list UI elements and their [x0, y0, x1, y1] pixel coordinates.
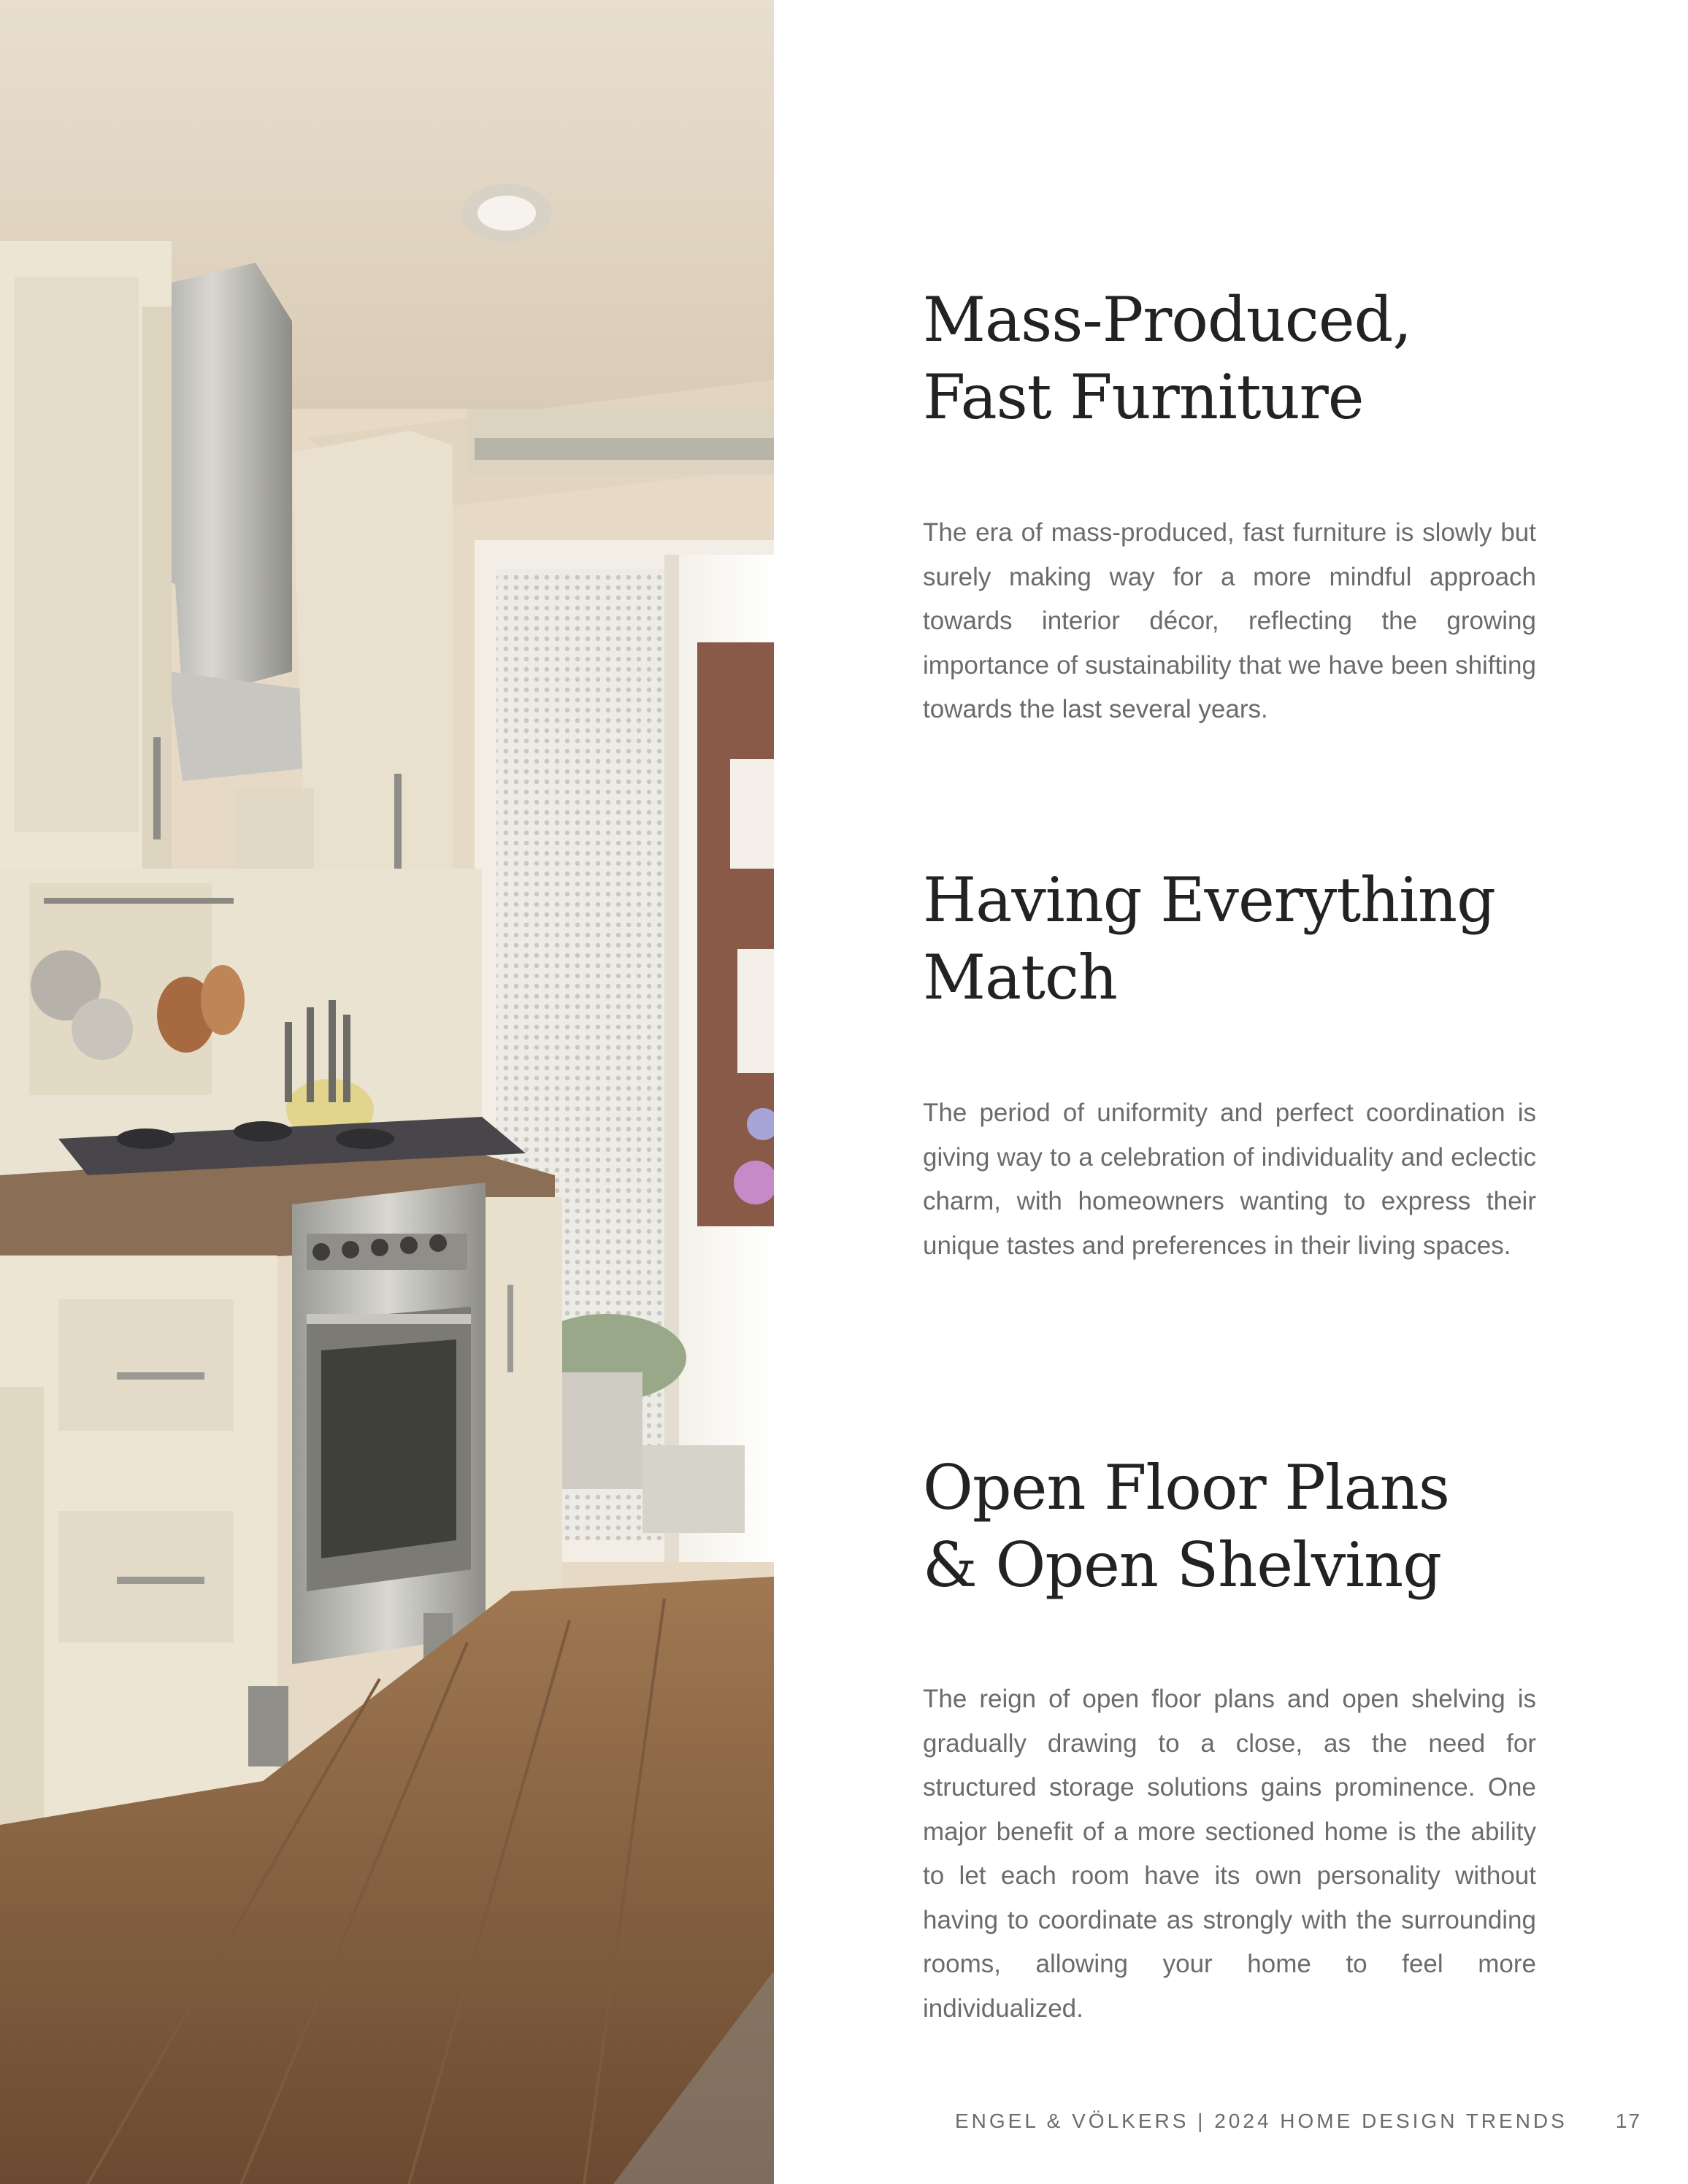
section-heading-open-floor-plans: [923, 1449, 1536, 1604]
heading-line: Open Floor Plans: [923, 1452, 1449, 1523]
page-number: 17: [1615, 2110, 1641, 2132]
heading-line: Mass-Produced,: [923, 284, 1412, 355]
footer-title: ENGEL & VÖLKERS | 2024 HOME DESIGN TRENDS: [955, 2110, 1568, 2132]
section-heading-everything-match: [923, 861, 1536, 1016]
kitchen-photo: [0, 0, 774, 2184]
heading-line: Having Everything: [923, 864, 1495, 936]
section-body-everything-match: The period of uniformity and perfect coordination is giving way to a celebration of individuality and eclectic charm, with homeowners wanting to express their unique tastes and preferences in their living spaces.: [923, 1099, 1536, 1260]
section-heading-mass-produced: [923, 281, 1536, 436]
heading-line: & Open Shelving: [923, 1529, 1442, 1601]
kitchen-photo-illustration: [0, 0, 774, 2184]
article-column: [923, 0, 1536, 2184]
section-body-open-floor-plans: The reign of open floor plans and open shelving is gradually drawing to a close, as the need for structured storage solutions gains prominence. One major benefit of a more sectioned home is the ability to let each room have its own personality without having to coordinate as strongly with the surrounding rooms, allowing your home to feel more individualized.: [923, 1685, 1536, 2023]
heading-line: Match: [923, 942, 1117, 1013]
section-body-mass-produced: The era of mass-produced, fast furniture is slowly but surely making way for a more mindful approach towards interior décor, reflecting the growing importance of sustainability that we have been shifting towards the last several years.: [923, 518, 1536, 723]
heading-line: Fast Furniture: [923, 361, 1364, 433]
